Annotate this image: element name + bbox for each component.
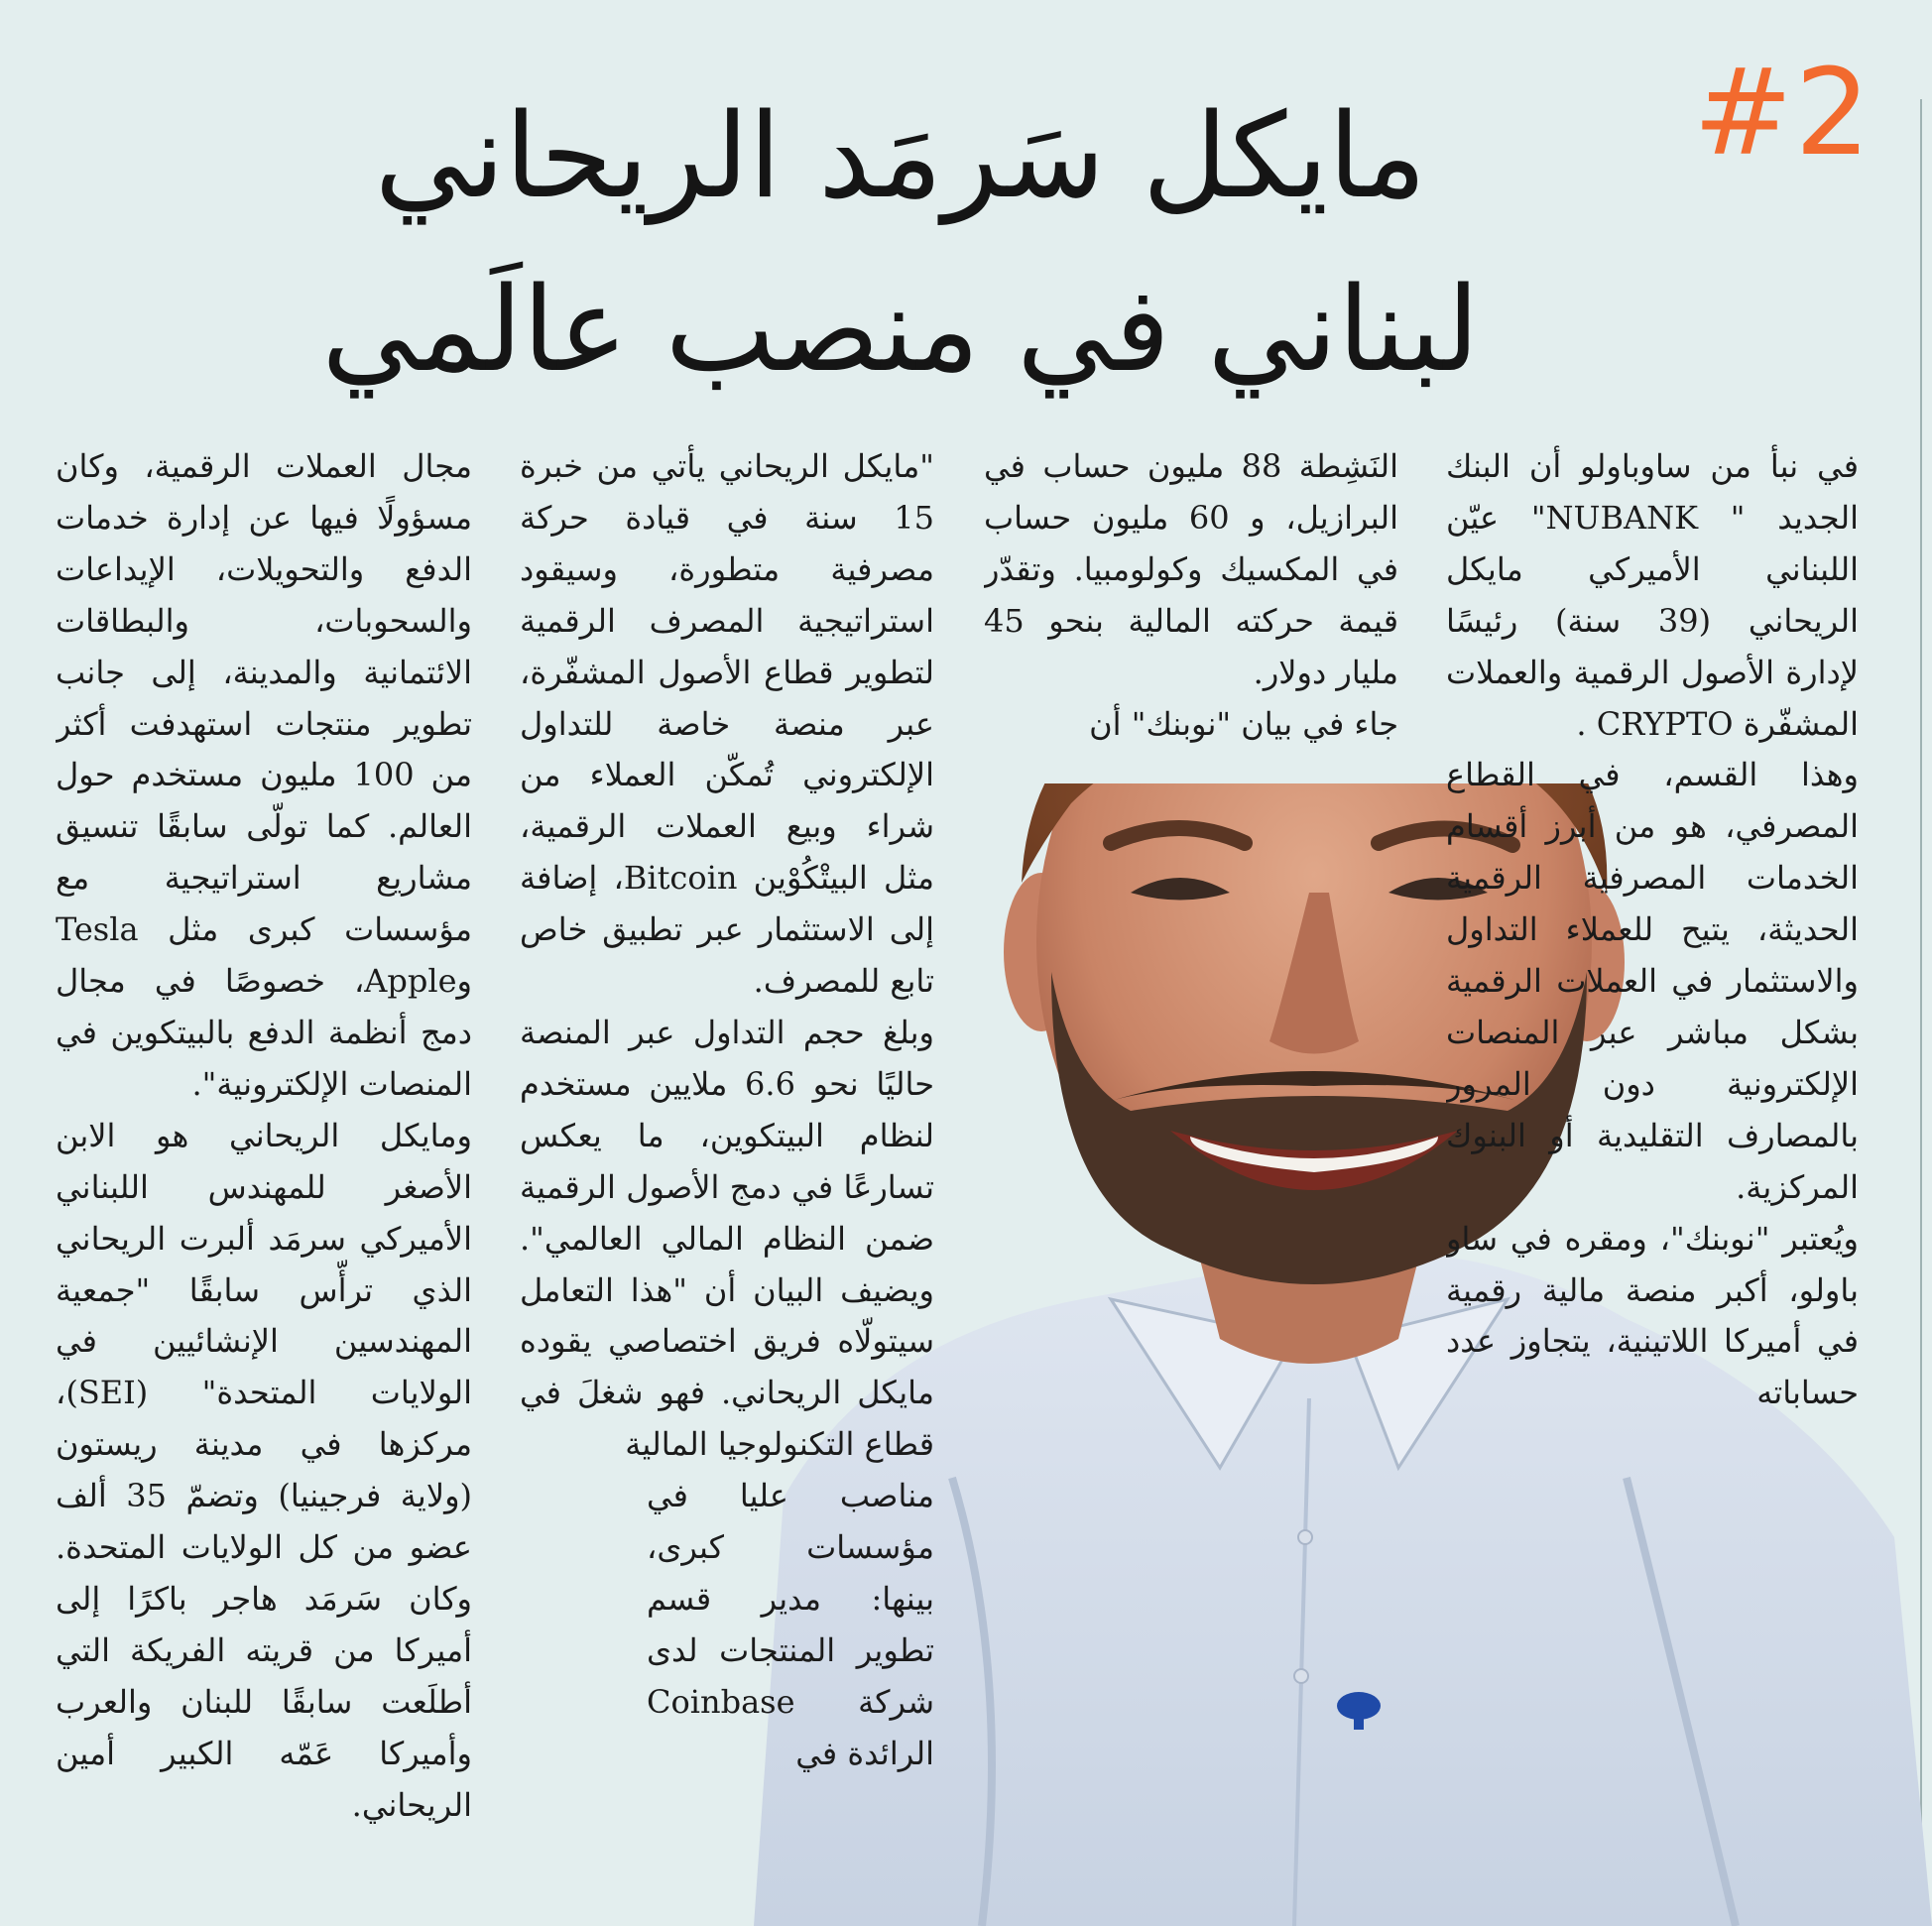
article-column-1 [1446, 441, 1859, 1413]
paragraph: مناصب عليا في مؤسسات كبرى، بينها: مدير قسم تطوير المنتجات لدى شركة Coinbase الرائدة في [647, 1477, 934, 1772]
paragraph: النَشِطة 88 مليون حساب في البرازيل، و 60 مليون حساب في المكسيك وكولومبيا. وتقدّر قيمة حركته المالية بنحو 45 مليار دولار. [984, 447, 1398, 691]
issue-number: #2 [1693, 45, 1872, 182]
article-column-2 [984, 441, 1398, 759]
paragraph: ويُعتبر "نوبنك"، ومقره في ساو باولو، أكبر منصة مالية رقمية في أميركا اللاتينية، يتجاوز عدد حساباته [1446, 1219, 1859, 1412]
paragraph: "مايكل الريحاني يأتي من خبرة 15 سنة في قيادة حركة مصرفية متطورة، وسيقود استراتيجية المصرف الرقمية لتطوير قطاع الأصول المشفّرة، عبر منصة خاصة للتداول الإلكتروني تُمكّن العملاء من شراء وبيع العملات الرقمية، مثل البيتْكُوْين Bitcoin، إضافة إلى الاستثمار عبر تطبيق خاص تابع للمصرف. [520, 447, 934, 1001]
paragraph: وهذا القسم، في القطاع المصرفي، هو من أبرز أقسام الخدمات المصرفية الرقمية الحديثة، يتيح للعملاء التداول والاستثمار في العملات الرقمية بشكل مباشر عبر المنصات الإلكترونية دون المرور بالمصارف التقليدية أو البنوك المركزية. [1446, 756, 1859, 1206]
paragraph: ومايكل الريحاني هو الابن الأصغر للمهندس اللبناني الأميركي سرمَد ألبرت الريحاني الذي ترأّس سابقًا "جمعية المهندسين الإنشائيين في الولايات المتحدة" (SEI)، مركزها في مدينة ريستون (ولاية فرجينيا) وتضمّ 35 ألف عضو من كل الولايات المتحدة. وكان سَرمَد هاجر باكرًا إلى أميركا من قريته الفريكة التي أطلَعت سابقًا للبنان والعرب وأميركا عَمّه الكبير أمين الريحاني. [56, 1116, 472, 1824]
paragraph: مجال العملات الرقمية، وكان مسؤولًا فيها عن إدارة خدمات الدفع والتحويلات، الإيداعات والسحوبات، والبطاقات الائتمانية والمدينة، إلى جانب تطوير منتجات استهدفت أكثر من 100 مليون مستخدم حول العالم. كما تولّى سابقًا تنسيق مشاريع استراتيجية مع مؤسسات كبرى مثل Tesla وApple، خصوصًا في مجال دمج أنظمة الدفع بالبيتكوين في المنصات الإلكترونية". [56, 447, 472, 1103]
headline-line-2: لبناني في منصب عالَمي [321, 260, 1480, 398]
article-column-3 [520, 441, 934, 1889]
headline [196, 69, 1605, 416]
paragraph: في نبأ من ساوباولو أن البنك الجديد " NUBANK" عيّن اللبناني الأميركي مايكل الريحاني (39 سنة) رئيسًا لإدارة الأصول الرقمية والعملات المشفّرة CRYPTO . [1446, 447, 1859, 743]
paragraph: وبلغ حجم التداول عبر المنصة حاليًا نحو 6.6 ملايين مستخدم لنظام البيتكوين، ما يعكس تسارعًا في دمج الأصول الرقمية ضمن النظام المالي العالمي". ويضيف البيان أن "هذا التعامل سيتولّاه فريق اختصاصي يقوده مايكل الريحاني. فهو شغلَ في قطاع التكنولوجيا المالية [520, 1013, 934, 1464]
paragraph: جاء في بيان "نوبنك" أن [1089, 704, 1398, 743]
headline-line-1: مايكل سَرمَد الريحاني [374, 87, 1427, 224]
article-column-4 [56, 441, 472, 1909]
